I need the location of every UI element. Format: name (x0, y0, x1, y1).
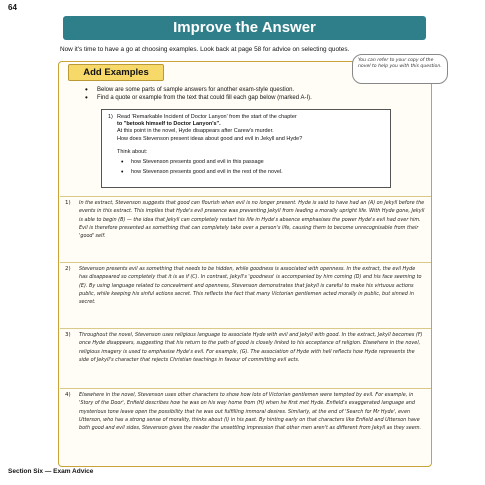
divider (60, 262, 431, 263)
answer-number: 3) (65, 332, 71, 338)
think-about-label: Think about: (117, 148, 148, 155)
answer-number: 1) (65, 200, 71, 206)
divider (60, 328, 431, 329)
instructions-list (85, 86, 415, 103)
answer-text: Elsewhere in the novel, Stevenson uses other characters to show how lots of Victorian gentlemen were tempted by evil. For example, in 'Story of the Door', Enfield describes how he was on his way home from (H) when he first met Hyde. Enfield's exaggerated language and mysterious tone leave open the possibility that he was out fulfilling immoral desires. Similarly, at the end of 'Search for Mr Hyde', even Utterson, who has a strong sense of morality, thinks about (I) in his past. By hinting early on that characters like Enfield and Utterson have both good and evil sides, Stevenson gives the reader the unsettling impression that other men aren't as different from Jekyll as they seem. (79, 392, 422, 431)
sample-answer-1 (65, 199, 425, 240)
section-footer: Section Six — Exam Advice (8, 468, 94, 475)
page-title: Improve the Answer (63, 16, 426, 40)
answer-text: Throughout the novel, Stevenson uses religious language to associate Hyde with evil and Jekyll with good. In the extract, Jekyll becomes (F) once Hyde disappears, suggesting that his return to the path of good is closely linked to his acceptance of religion. Elsewhere in the novel, religious imagery is used to emphasise Hyde's evil. For example, (G). The association of Hyde with hell reflects how Hyde represents the side of Jekyll's character that rejects Christian teachings in favour of committing evil acts. (79, 332, 423, 363)
answer-text: Stevenson presents evil as something that needs to be hidden, while goodness is associated with openness. In the extract, the evil Hyde has disappeared so completely that it is as if (C). In contrast, Jekyll's 'goodness' is accompanied by him coming (D) and his face seeming to (E). By using language related to concealment and openness, Stevenson demonstrates that Jekyll is careful to make his virtuous actions public, while keeping his sinful actions secret. This reflects the fact that many Victorian gentlemen acted morally in public, but sinned in secret. (79, 266, 422, 305)
exam-question-box (101, 109, 391, 188)
tip-bubble: You can refer to your copy of the novel to help you with this question. (352, 54, 448, 84)
instruction-item: • Find a quote or example from the text that could fill each gap below (marked A-I). (85, 94, 415, 102)
sample-answer-3 (65, 331, 425, 364)
answer-text: In the extract, Stevenson suggests that good can flourish when evil is no longer present. Hyde is said to have had an (A) on Jekyll before the events in this extract. This implies that Hyde's evil presence was preventing Jekyll from leading a morally upright life. With Hyde gone, Jekyll is able to begin (B) — the idea that Jekyll can completely restart his life in Hyde's absence emphasises the power Hyde's evil had over him. Evil is therefore presented as something that can completely take over a person's life, causing them to become unrecognisable from their 'good' self. (79, 200, 425, 239)
question-body (108, 114, 384, 143)
section-label: Add Examples (68, 64, 164, 81)
question-line: How does Stevenson present ideas about good and evil in Jekyll and Hyde? (117, 135, 303, 142)
instruction-item: • Below are some parts of sample answers for another exam-style question. (85, 86, 415, 94)
divider (60, 196, 431, 197)
question-line: Read 'Remarkable Incident of Doctor Lanyon' from the start of the chapter (117, 114, 297, 120)
answer-number: 4) (65, 392, 71, 398)
question-line: to "betook himself to Doctor Lanyon's". (117, 121, 221, 128)
question-number: 1) (108, 114, 113, 120)
sample-answer-2 (65, 265, 425, 306)
divider (60, 388, 431, 389)
intro-text: Now it's time to have a go at choosing examples. Look back at page 58 for advice on selecting quotes. (60, 46, 350, 53)
page-number: 64 (8, 3, 17, 12)
sample-answer-4 (65, 391, 425, 432)
think-about-point: • how Stevenson presents good and evil in the rest of the novel. (117, 169, 384, 176)
answer-number: 2) (65, 266, 71, 272)
question-line: At this point in the novel, Hyde disappears after Carew's murder. (117, 128, 274, 135)
think-about-point: • how Stevenson presents good and evil in this passage (117, 159, 384, 166)
